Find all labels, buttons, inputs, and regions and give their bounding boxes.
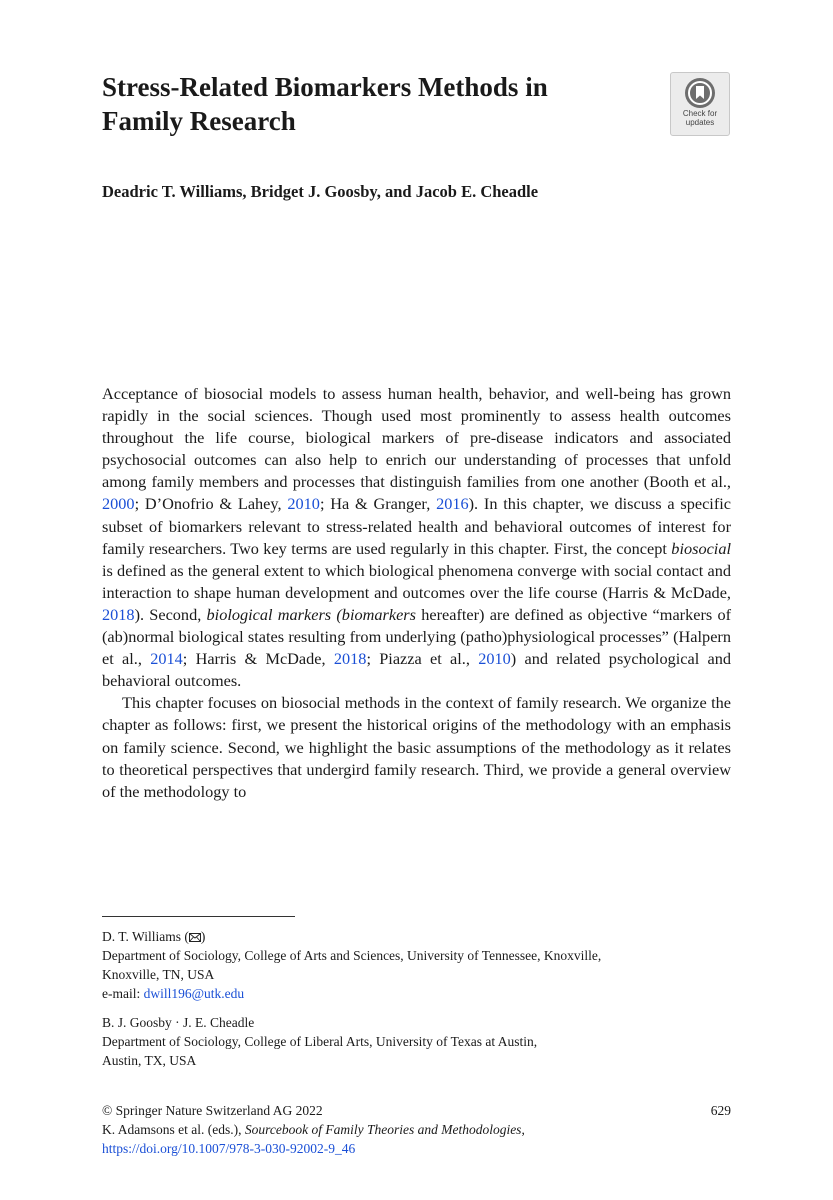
- affiliation-goosby-cheadle: [102, 1013, 731, 1070]
- footnote-divider: [102, 916, 295, 917]
- chapter-title: Stress-Related Biomarkers Methods in Family Research: [102, 72, 548, 136]
- author-list: Deadric T. Williams, Bridget J. Goosby, and Jacob E. Cheadle: [102, 182, 539, 201]
- citation-link[interactable]: 2000: [102, 494, 135, 514]
- term-biosocial: biosocial: [671, 538, 731, 558]
- book-title: Sourcebook of Family Theories and Methodologies: [244, 1122, 522, 1137]
- page-number: 629: [710, 1103, 731, 1118]
- badge-label-line2: updates: [685, 118, 715, 127]
- doi-link[interactable]: https://doi.org/10.1007/978-3-030-92002-9_46: [102, 1141, 356, 1156]
- citation-link[interactable]: 2018: [102, 604, 135, 624]
- check-for-updates-badge[interactable]: [670, 72, 730, 136]
- citation-link[interactable]: 2010: [478, 649, 511, 669]
- envelope-icon[interactable]: [189, 928, 201, 937]
- citation-link[interactable]: 2016: [436, 494, 469, 514]
- citation-link[interactable]: 2010: [287, 494, 320, 514]
- chapter-body: [102, 383, 731, 803]
- term-biomarkers: biological markers (biomarkers: [206, 604, 416, 624]
- bookmark-icon: [685, 78, 715, 108]
- affiliation-dept: Department of Sociology, College of Liberal Arts, University of Texas at Austin,: [102, 1034, 538, 1049]
- citation-link[interactable]: 2018: [333, 649, 367, 669]
- paragraph-2: This chapter focuses on biosocial methods in the context of family research. We organize the chapter as follows: first, we present the historical origins of the methodology with an emphasis on family science. Second, we highlight the basic assumptions of the methodology as it relates to theoretical perspectives that undergird family research. Third, we provide a general overview of the methodology to: [102, 693, 731, 801]
- copyright-line: © Springer Nature Switzerland AG 2022: [102, 1103, 323, 1118]
- paragraph-1: Acceptance of biosocial models to assess human health, behavior, and well-being has grown rapidly in the social sciences. Though used most prominently to assess health outcomes throughout the life course, biological markers of pre-disease indicators and associated psychosocial outcomes can also help to enrich our understanding of processes that unfold among family members and processes that distinguish families from one another (Booth et al., 2000; D’Onofrio & Lahey, 2010; Ha & Granger, 2016). In this chapter, we discuss a specific subset of biomarkers relevant to stress-related health and behavioral outcomes of interest for family researchers. Two key terms are used regularly in this chapter. First, the concept biosocial is defined as the general extent to which biological phenomena converge with social contact and interaction to shape human development and outcomes over the life course (Harris & McDade, 2018). Second, biological markers (biomarkers hereafter) are defined as objective “markers of (ab)normal biological states resulting from underlying (patho)physiological processes” (Halpern et al., 2014; Harris & McDade, 2018; Piazza et al., 2010) and related psychological and behavioral outcomes.: [102, 384, 732, 691]
- affiliation-dept: Department of Sociology, College of Arts and Sciences, University of Tennessee, Knoxville,: [102, 948, 602, 963]
- affiliation-location: Knoxville, TN, USA: [102, 967, 215, 982]
- badge-label-line1: Check for: [682, 109, 718, 118]
- affiliation-williams: D. T. Williams ( ) Department of Sociology, College of Arts and Sciences, University of Tennessee, Knoxville, Knoxville, TN, USA e-mail: dwill196@utk.edu: [102, 927, 731, 1003]
- author-names: B. J. Goosby · J. E. Cheadle: [102, 1015, 255, 1030]
- citation-link[interactable]: 2014: [150, 649, 183, 669]
- copyright-block: © Springer Nature Switzerland AG 2022 K. Adamsons et al. (eds.), Sourcebook of Family Theories and Methodologies, https://doi.org/10.1007/978-3-030-92002-9_46: [102, 1101, 731, 1158]
- email-link[interactable]: dwill196@utk.edu: [143, 986, 245, 1001]
- affiliation-location: Austin, TX, USA: [102, 1053, 197, 1068]
